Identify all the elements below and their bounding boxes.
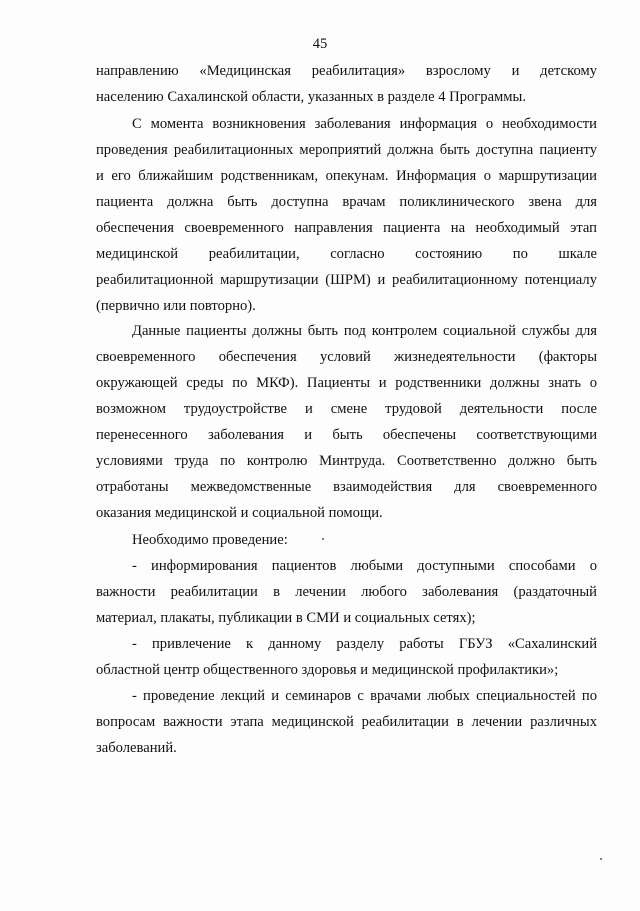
paragraph-4 bbox=[96, 527, 597, 553]
paragraph-1 bbox=[96, 58, 597, 110]
text-line: реабилитационной маршрутизации (ШРМ) и реабилитационному потенциалу bbox=[96, 272, 597, 288]
paragraph-2 bbox=[96, 111, 597, 319]
text-line: перенесенного заболевания и быть обеспечены соответствующими bbox=[96, 427, 597, 443]
text-line: С момента возникновения заболевания информация о необходимости bbox=[132, 116, 597, 132]
text-line: и его ближайшим родственникам, опекунам. Информация о маршрутизации bbox=[96, 168, 597, 184]
text-line: Данные пациенты должны быть под контролем социальной службы для bbox=[132, 323, 597, 339]
text-line: Необходимо проведение: bbox=[132, 532, 288, 548]
text-line: направлению «Медицинская реабилитация» взрослому и детскому bbox=[96, 63, 597, 79]
paragraph-3 bbox=[96, 318, 597, 526]
paragraph-6 bbox=[96, 631, 597, 683]
text-line: оказания медицинской и социальной помощи. bbox=[96, 505, 383, 521]
text-line: медицинской реабилитации, согласно состоянию по шкале bbox=[96, 246, 597, 262]
text-line: - привлечение к данному разделу работы ГБУЗ «Сахалинский bbox=[132, 636, 597, 652]
text-line: обеспечения своевременного направления пациента на необходимый этап bbox=[96, 220, 597, 236]
text-line: отработаны межведомственные взаимодействия для своевременного bbox=[96, 479, 597, 495]
text-line: материал, плакаты, публикации в СМИ и социальных сетях); bbox=[96, 610, 476, 626]
text-line: заболеваний. bbox=[96, 740, 177, 756]
paragraph-7 bbox=[96, 683, 597, 761]
text-line: (первично или повторно). bbox=[96, 298, 256, 314]
text-line: - информирования пациентов любыми доступными способами о bbox=[132, 558, 597, 574]
text-line: - проведение лекций и семинаров с врачами любых специальностей по bbox=[132, 688, 597, 704]
page-number: 45 bbox=[312, 36, 328, 52]
scan-speck bbox=[322, 538, 324, 540]
text-line: окружающей среды по МКФ). Пациенты и родственники должны знать о bbox=[96, 375, 597, 391]
scan-speck bbox=[600, 858, 602, 860]
text-line: населению Сахалинской области, указанных в разделе 4 Программы. bbox=[96, 89, 526, 105]
text-line: условиями труда по контролю Минтруда. Соответственно должно быть bbox=[96, 453, 597, 469]
text-line: вопросам важности этапа медицинской реабилитации в лечении различных bbox=[96, 714, 597, 730]
text-line: важности реабилитации в лечении любого заболевания (раздаточный bbox=[96, 584, 597, 600]
text-line: своевременного обеспечения условий жизнедеятельности (факторы bbox=[96, 349, 597, 365]
text-line: областной центр общественного здоровья и медицинской профилактики»; bbox=[96, 662, 559, 678]
text-line: пациента должна быть доступна врачам поликлинического звена для bbox=[96, 194, 597, 210]
text-line: проведения реабилитационных мероприятий должна быть доступна пациенту bbox=[96, 142, 597, 158]
text-line: возможном трудоустройстве и смене трудовой деятельности после bbox=[96, 401, 597, 417]
paragraph-5 bbox=[96, 553, 597, 631]
